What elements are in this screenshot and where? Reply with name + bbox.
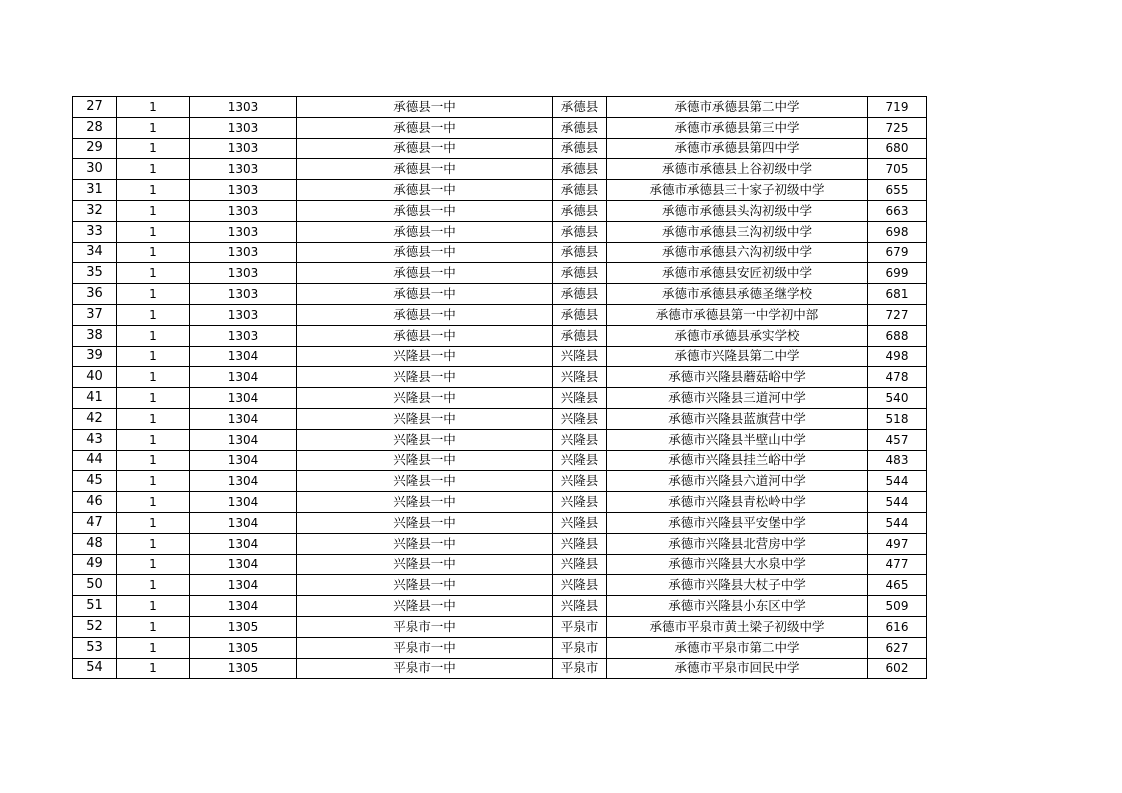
row-number-cell: 34	[73, 242, 117, 263]
table-row	[73, 554, 927, 575]
junior-school-cell: 承德市兴隆县三道河中学	[607, 388, 868, 409]
score-cell: 483	[868, 450, 927, 471]
county-cell: 承德县	[553, 159, 607, 180]
table-row	[73, 658, 927, 679]
row-number-cell: 30	[73, 159, 117, 180]
high-school-cell: 承德县一中	[297, 138, 553, 159]
table-row	[73, 97, 927, 118]
table-body	[73, 97, 927, 679]
high-school-cell: 承德县一中	[297, 263, 553, 284]
row-number-cell: 31	[73, 180, 117, 201]
code-cell: 1303	[190, 117, 297, 138]
row-number-cell: 28	[73, 117, 117, 138]
table-row	[73, 242, 927, 263]
county-cell: 兴隆县	[553, 575, 607, 596]
row-number-cell: 48	[73, 533, 117, 554]
high-school-cell: 兴隆县一中	[297, 429, 553, 450]
count-cell: 1	[117, 325, 190, 346]
score-cell: 655	[868, 180, 927, 201]
row-number-cell: 27	[73, 97, 117, 118]
junior-school-cell: 承德市承德县第二中学	[607, 97, 868, 118]
code-cell: 1304	[190, 596, 297, 617]
code-cell: 1304	[190, 492, 297, 513]
count-cell: 1	[117, 138, 190, 159]
row-number-cell: 44	[73, 450, 117, 471]
county-cell: 承德县	[553, 263, 607, 284]
code-cell: 1304	[190, 429, 297, 450]
count-cell: 1	[117, 512, 190, 533]
count-cell: 1	[117, 284, 190, 305]
junior-school-cell: 承德市兴隆县挂兰峪中学	[607, 450, 868, 471]
row-number-cell: 47	[73, 512, 117, 533]
junior-school-cell: 承德市兴隆县蓝旗营中学	[607, 408, 868, 429]
table-row	[73, 492, 927, 513]
row-number-cell: 46	[73, 492, 117, 513]
row-number-cell: 29	[73, 138, 117, 159]
high-school-cell: 兴隆县一中	[297, 367, 553, 388]
row-number-cell: 40	[73, 367, 117, 388]
score-cell: 477	[868, 554, 927, 575]
row-number-cell: 39	[73, 346, 117, 367]
count-cell: 1	[117, 492, 190, 513]
code-cell: 1303	[190, 97, 297, 118]
score-cell: 679	[868, 242, 927, 263]
row-number-cell: 37	[73, 304, 117, 325]
table-row	[73, 200, 927, 221]
score-cell: 498	[868, 346, 927, 367]
county-cell: 兴隆县	[553, 408, 607, 429]
high-school-cell: 兴隆县一中	[297, 554, 553, 575]
junior-school-cell: 承德市平泉市第二中学	[607, 637, 868, 658]
high-school-cell: 平泉市一中	[297, 658, 553, 679]
county-cell: 承德县	[553, 284, 607, 305]
county-cell: 承德县	[553, 117, 607, 138]
row-number-cell: 43	[73, 429, 117, 450]
score-cell: 727	[868, 304, 927, 325]
table-row	[73, 284, 927, 305]
junior-school-cell: 承德市兴隆县小东区中学	[607, 596, 868, 617]
code-cell: 1303	[190, 304, 297, 325]
high-school-cell: 兴隆县一中	[297, 512, 553, 533]
score-cell: 457	[868, 429, 927, 450]
county-cell: 承德县	[553, 325, 607, 346]
count-cell: 1	[117, 596, 190, 617]
high-school-cell: 平泉市一中	[297, 616, 553, 637]
row-number-cell: 45	[73, 471, 117, 492]
high-school-cell: 兴隆县一中	[297, 533, 553, 554]
code-cell: 1305	[190, 658, 297, 679]
score-cell: 478	[868, 367, 927, 388]
score-cell: 616	[868, 616, 927, 637]
count-cell: 1	[117, 180, 190, 201]
row-number-cell: 42	[73, 408, 117, 429]
count-cell: 1	[117, 242, 190, 263]
score-cell: 544	[868, 471, 927, 492]
code-cell: 1304	[190, 471, 297, 492]
code-cell: 1303	[190, 180, 297, 201]
high-school-cell: 兴隆县一中	[297, 408, 553, 429]
score-cell: 509	[868, 596, 927, 617]
junior-school-cell: 承德市承德县第三中学	[607, 117, 868, 138]
table-row	[73, 616, 927, 637]
county-cell: 承德县	[553, 97, 607, 118]
row-number-cell: 49	[73, 554, 117, 575]
code-cell: 1304	[190, 533, 297, 554]
junior-school-cell: 承德市承德县安匠初级中学	[607, 263, 868, 284]
data-table	[72, 96, 927, 679]
code-cell: 1304	[190, 388, 297, 409]
code-cell: 1303	[190, 325, 297, 346]
high-school-cell: 承德县一中	[297, 180, 553, 201]
row-number-cell: 35	[73, 263, 117, 284]
table-row	[73, 575, 927, 596]
code-cell: 1303	[190, 221, 297, 242]
high-school-cell: 承德县一中	[297, 200, 553, 221]
code-cell: 1303	[190, 284, 297, 305]
count-cell: 1	[117, 97, 190, 118]
high-school-cell: 承德县一中	[297, 284, 553, 305]
high-school-cell: 承德县一中	[297, 117, 553, 138]
junior-school-cell: 承德市兴隆县平安堡中学	[607, 512, 868, 533]
high-school-cell: 承德县一中	[297, 221, 553, 242]
code-cell: 1303	[190, 138, 297, 159]
junior-school-cell: 承德市兴隆县半壁山中学	[607, 429, 868, 450]
score-cell: 699	[868, 263, 927, 284]
code-cell: 1304	[190, 367, 297, 388]
table-row	[73, 180, 927, 201]
high-school-cell: 兴隆县一中	[297, 388, 553, 409]
count-cell: 1	[117, 304, 190, 325]
junior-school-cell: 承德市承德县承实学校	[607, 325, 868, 346]
score-cell: 698	[868, 221, 927, 242]
count-cell: 1	[117, 450, 190, 471]
county-cell: 兴隆县	[553, 388, 607, 409]
junior-school-cell: 承德市承德县三十家子初级中学	[607, 180, 868, 201]
score-cell: 719	[868, 97, 927, 118]
table-row	[73, 325, 927, 346]
score-cell: 627	[868, 637, 927, 658]
high-school-cell: 兴隆县一中	[297, 596, 553, 617]
county-cell: 承德县	[553, 242, 607, 263]
count-cell: 1	[117, 637, 190, 658]
count-cell: 1	[117, 616, 190, 637]
row-number-cell: 52	[73, 616, 117, 637]
junior-school-cell: 承德市平泉市回民中学	[607, 658, 868, 679]
table-row	[73, 450, 927, 471]
county-cell: 平泉市	[553, 616, 607, 637]
county-cell: 兴隆县	[553, 429, 607, 450]
junior-school-cell: 承德市兴隆县第二中学	[607, 346, 868, 367]
junior-school-cell: 承德市承德县头沟初级中学	[607, 200, 868, 221]
county-cell: 兴隆县	[553, 450, 607, 471]
table-row	[73, 346, 927, 367]
row-number-cell: 41	[73, 388, 117, 409]
score-cell: 681	[868, 284, 927, 305]
high-school-cell: 承德县一中	[297, 159, 553, 180]
county-cell: 兴隆县	[553, 346, 607, 367]
count-cell: 1	[117, 471, 190, 492]
table-row	[73, 367, 927, 388]
junior-school-cell: 承德市承德县第四中学	[607, 138, 868, 159]
high-school-cell: 兴隆县一中	[297, 471, 553, 492]
table-row	[73, 117, 927, 138]
county-cell: 平泉市	[553, 637, 607, 658]
count-cell: 1	[117, 533, 190, 554]
high-school-cell: 兴隆县一中	[297, 492, 553, 513]
count-cell: 1	[117, 554, 190, 575]
code-cell: 1304	[190, 554, 297, 575]
score-cell: 518	[868, 408, 927, 429]
county-cell: 承德县	[553, 304, 607, 325]
count-cell: 1	[117, 159, 190, 180]
county-cell: 承德县	[553, 221, 607, 242]
high-school-cell: 兴隆县一中	[297, 450, 553, 471]
junior-school-cell: 承德市承德县承德圣继学校	[607, 284, 868, 305]
county-cell: 兴隆县	[553, 471, 607, 492]
table-row	[73, 408, 927, 429]
count-cell: 1	[117, 658, 190, 679]
high-school-cell: 兴隆县一中	[297, 575, 553, 596]
code-cell: 1303	[190, 242, 297, 263]
junior-school-cell: 承德市承德县三沟初级中学	[607, 221, 868, 242]
high-school-cell: 兴隆县一中	[297, 346, 553, 367]
table-row	[73, 304, 927, 325]
count-cell: 1	[117, 388, 190, 409]
county-cell: 兴隆县	[553, 512, 607, 533]
count-cell: 1	[117, 429, 190, 450]
county-cell: 兴隆县	[553, 492, 607, 513]
junior-school-cell: 承德市兴隆县青松岭中学	[607, 492, 868, 513]
junior-school-cell: 承德市兴隆县蘑菇峪中学	[607, 367, 868, 388]
score-cell: 497	[868, 533, 927, 554]
score-cell: 663	[868, 200, 927, 221]
row-number-cell: 32	[73, 200, 117, 221]
county-cell: 平泉市	[553, 658, 607, 679]
county-cell: 承德县	[553, 180, 607, 201]
table-row	[73, 138, 927, 159]
table-row	[73, 263, 927, 284]
code-cell: 1304	[190, 346, 297, 367]
county-cell: 兴隆县	[553, 533, 607, 554]
count-cell: 1	[117, 575, 190, 596]
code-cell: 1305	[190, 637, 297, 658]
county-cell: 兴隆县	[553, 596, 607, 617]
junior-school-cell: 承德市兴隆县大水泉中学	[607, 554, 868, 575]
county-cell: 承德县	[553, 200, 607, 221]
row-number-cell: 36	[73, 284, 117, 305]
junior-school-cell: 承德市承德县上谷初级中学	[607, 159, 868, 180]
count-cell: 1	[117, 221, 190, 242]
row-number-cell: 50	[73, 575, 117, 596]
score-cell: 725	[868, 117, 927, 138]
code-cell: 1303	[190, 200, 297, 221]
high-school-cell: 平泉市一中	[297, 637, 553, 658]
junior-school-cell: 承德市兴隆县北营房中学	[607, 533, 868, 554]
row-number-cell: 33	[73, 221, 117, 242]
county-cell: 兴隆县	[553, 367, 607, 388]
score-cell: 680	[868, 138, 927, 159]
row-number-cell: 53	[73, 637, 117, 658]
score-cell: 688	[868, 325, 927, 346]
table-row	[73, 429, 927, 450]
high-school-cell: 承德县一中	[297, 325, 553, 346]
junior-school-cell: 承德市承德县第一中学初中部	[607, 304, 868, 325]
junior-school-cell: 承德市兴隆县大杖子中学	[607, 575, 868, 596]
count-cell: 1	[117, 408, 190, 429]
junior-school-cell: 承德市承德县六沟初级中学	[607, 242, 868, 263]
count-cell: 1	[117, 367, 190, 388]
code-cell: 1303	[190, 159, 297, 180]
table-row	[73, 221, 927, 242]
score-cell: 540	[868, 388, 927, 409]
count-cell: 1	[117, 117, 190, 138]
code-cell: 1303	[190, 263, 297, 284]
code-cell: 1304	[190, 575, 297, 596]
row-number-cell: 54	[73, 658, 117, 679]
high-school-cell: 承德县一中	[297, 242, 553, 263]
score-cell: 705	[868, 159, 927, 180]
county-cell: 兴隆县	[553, 554, 607, 575]
table-row	[73, 471, 927, 492]
code-cell: 1304	[190, 408, 297, 429]
score-cell: 465	[868, 575, 927, 596]
count-cell: 1	[117, 346, 190, 367]
row-number-cell: 38	[73, 325, 117, 346]
score-cell: 544	[868, 492, 927, 513]
code-cell: 1305	[190, 616, 297, 637]
score-cell: 602	[868, 658, 927, 679]
count-cell: 1	[117, 263, 190, 284]
table-row	[73, 159, 927, 180]
high-school-cell: 承德县一中	[297, 304, 553, 325]
code-cell: 1304	[190, 450, 297, 471]
table-row	[73, 637, 927, 658]
high-school-cell: 承德县一中	[297, 97, 553, 118]
table-row	[73, 512, 927, 533]
row-number-cell: 51	[73, 596, 117, 617]
junior-school-cell: 承德市兴隆县六道河中学	[607, 471, 868, 492]
code-cell: 1304	[190, 512, 297, 533]
score-cell: 544	[868, 512, 927, 533]
table-row	[73, 533, 927, 554]
table-row	[73, 388, 927, 409]
junior-school-cell: 承德市平泉市黄土梁子初级中学	[607, 616, 868, 637]
count-cell: 1	[117, 200, 190, 221]
table-row	[73, 596, 927, 617]
county-cell: 承德县	[553, 138, 607, 159]
